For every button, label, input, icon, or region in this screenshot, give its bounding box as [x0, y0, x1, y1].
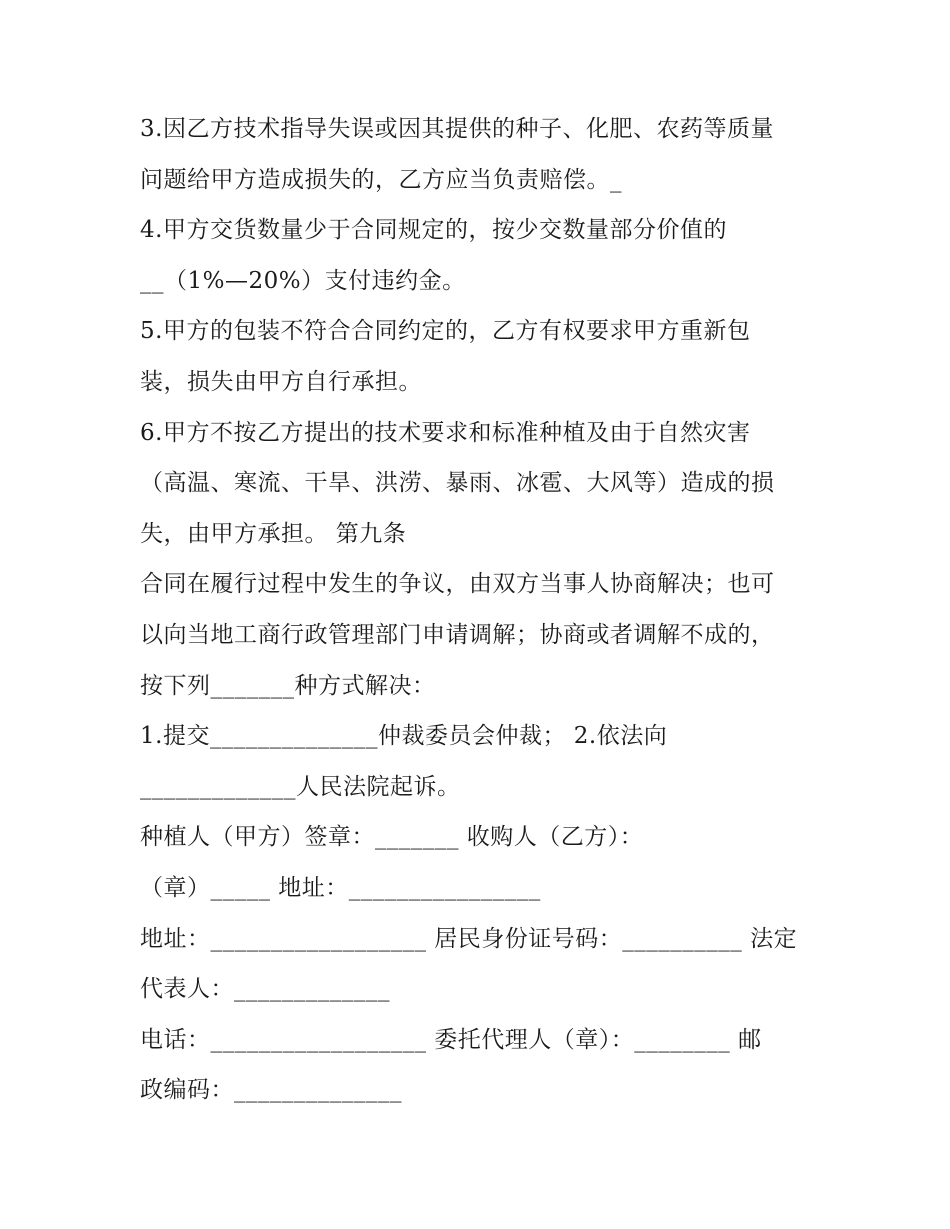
text-line-5: 5.甲方的包装不符合合同约定的，乙方有权要求甲方重新包: [140, 318, 751, 345]
text-line-9: 失，由甲方承担。 第九条: [140, 520, 407, 547]
text-line-18: 代表人：_____________: [140, 976, 390, 1003]
text-line-4: __（1%—20%）支付违约金。: [140, 267, 466, 294]
text-line-2: 问题给甲方造成损失的，乙方应当负责赔偿。_: [140, 166, 622, 193]
text-line-11: 以向当地工商行政管理部门申请调解；协商或者调解不成的，: [140, 621, 775, 648]
text-line-19: 电话：__________________ 委托代理人（章）：________ 邮: [140, 1026, 762, 1053]
text-line-1: 3.因乙方技术指导失误或因其提供的种子、化肥、农药等质量: [140, 116, 774, 142]
text-line-13: 1.提交______________仲裁委员会仲裁； 2.依法向: [140, 723, 668, 750]
text-line-17: 地址：__________________ 居民身份证号码：__________ 法定: [140, 925, 798, 952]
text-line-16: （章）_____ 地址：________________: [140, 874, 541, 901]
text-line-3: 4.甲方交货数量少于合同规定的，按少交数量部分价值的: [140, 217, 727, 244]
text-line-6: 装，损失由甲方自行承担。: [140, 368, 422, 395]
text-line-20: 政编码：______________: [140, 1077, 402, 1104]
text-line-14: _____________人民法院起诉。: [140, 773, 461, 800]
text-line-15: 种植人（甲方）签章：_______ 收购人（乙方）：: [140, 824, 644, 851]
text-line-8: （高温、寒流、干旱、洪涝、暴雨、冰雹、大风等）造成的损: [140, 470, 775, 497]
document-body: [140, 104, 820, 1116]
text-line-7: 6.甲方不按乙方提出的技术要求和标准种植及由于自然灾害: [140, 419, 751, 446]
text-line-12: 按下列_______种方式解决：: [140, 672, 436, 699]
text-line-10: 合同在履行过程中发生的争议，由双方当事人协商解决；也可: [140, 571, 775, 598]
